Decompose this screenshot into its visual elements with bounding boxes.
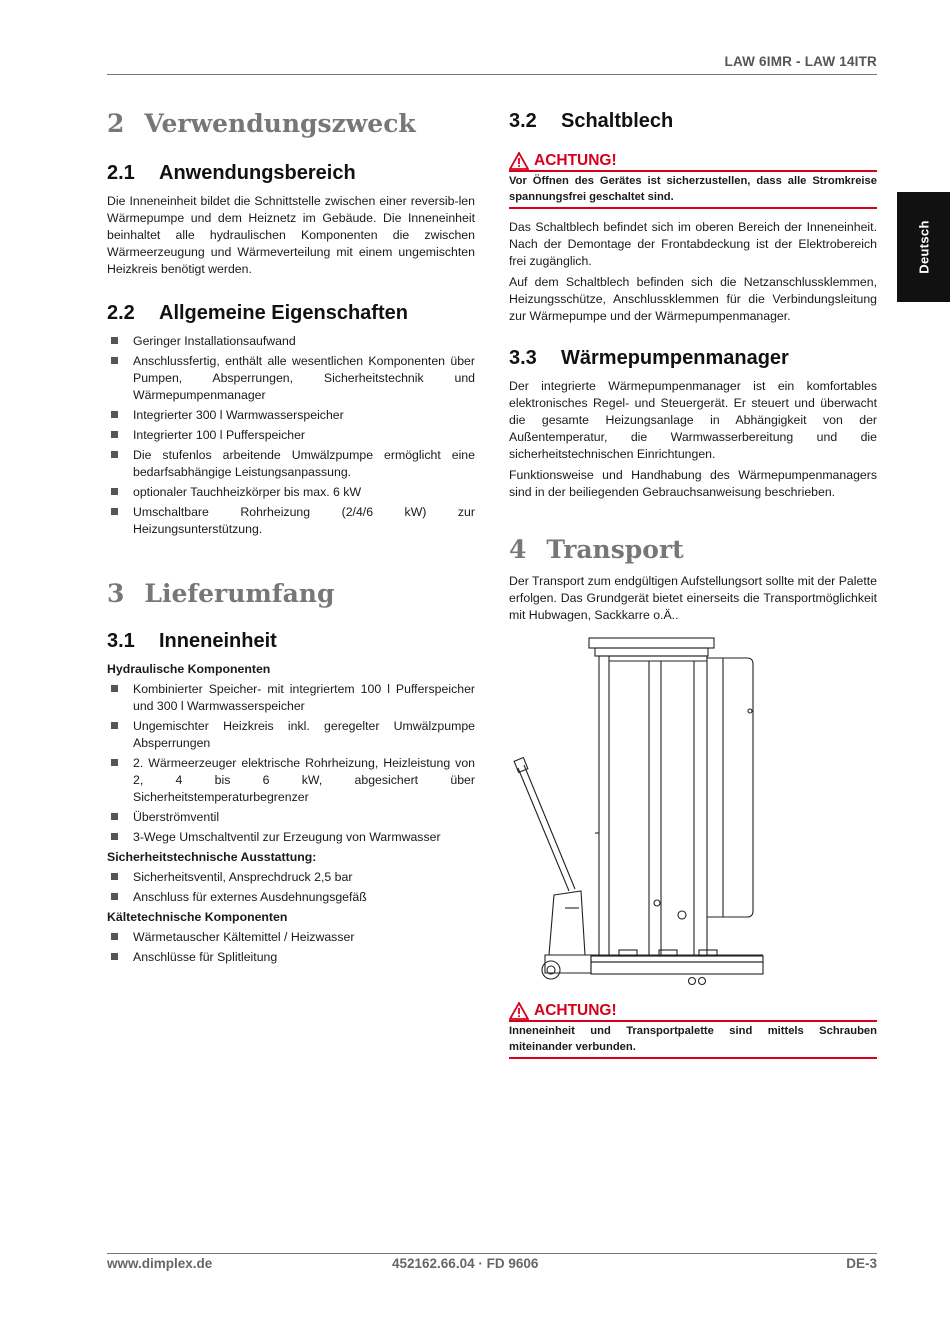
list-item: 2. Wärmeerzeuger elektrische Rohrheizung, Heizleistung von 2, 4 bis 6 kW, abgesichert über Sicherheitstemperaturbegrenzer [107,755,475,806]
transport-illustration [509,633,779,988]
list-item: Kombinierter Speicher- mit integriertem 100 l Pufferspeicher und 300 l Warmwasserspeicher [107,681,475,715]
section-3-2-title: Schaltblech [561,110,674,132]
section-2-2-title: Allgemeine Eigenschaften [159,302,408,324]
section-2-number: 2 [107,109,125,138]
section-3-3-title: Wärmepumpenmanager [561,347,789,369]
section-3-3-text-1: Der integrierte Wärmepumpenmanager ist ein komfortables elektronisches Regel- und Steuergerät. Er steuert und überwacht die gesamte Heizungsanlage in Abhängigkeit von der Außentemperatur, die Warmwasserbereitung und die sicherheitstechnischen Einrichtungen. [509,379,877,461]
header-model: LAW 6IMR - LAW 14ITR [724,54,877,69]
safety-subheading: Sicherheitstechnische Ausstattung: [107,850,317,864]
section-3-2-text-1: Das Schaltblech befindet sich im oberen Bereich der Inneneinheit. Nach der Demontage der Frontabdeckung ist der Elektrobereich frei zugänglich. [509,220,877,268]
section-2-1-title: Anwendungsbereich [159,162,356,184]
warning-box-transport [509,1002,877,1059]
pallet-truck-drawing [509,633,779,988]
list-item: Integrierter 100 l Pufferspeicher [107,427,475,444]
language-tab[interactable] [897,192,950,302]
section-3-3-heading [509,345,877,371]
section-2-1-heading [107,160,475,186]
list-item: optionaler Tauchheizkörper bis max. 6 kW [107,484,475,501]
section-3-heading [107,578,475,610]
safety-list [107,869,475,906]
section-3-2-text-2: Auf dem Schaltblech befinden sich die Netzanschlussklemmen, Heizungsschütze, Anschlussklemmen für die Verbindungsleitung zur Wärmepumpe und der Wärmepumpenmanager. [509,275,877,323]
list-item: Ungemischter Heizkreis inkl. geregelter Umwälzpumpe Absperrungen [107,718,475,752]
list-item: 3-Wege Umschaltventil zur Erzeugung von Warmwasser [107,829,475,846]
list-item: Anschluss für externes Ausdehnungsgefäß [107,889,475,906]
hydraulic-list [107,681,475,846]
section-2-title: Verwendungszweck [144,109,416,138]
cooling-subheading: Kältetechnische Komponenten [107,910,288,924]
section-3-3-number: 3.3 [509,347,537,369]
properties-list [107,333,475,538]
footer-page-number: DE-3 [846,1256,877,1271]
list-item: Integrierter 300 l Warmwasserspeicher [107,407,475,424]
footer-doc-number: 452162.66.04 · FD 9606 [392,1256,539,1271]
section-3-1-number: 3.1 [107,630,135,652]
footer-divider [107,1253,877,1254]
section-3-2-number: 3.2 [509,110,537,132]
list-item: Sicherheitsventil, Ansprechdruck 2,5 bar [107,869,475,886]
section-3-1-title: Inneneinheit [159,630,277,652]
warning-triangle-icon [509,152,529,170]
language-tab-label: Deutsch [916,220,931,274]
section-3-title: Lieferumfang [144,579,335,608]
list-item: Anschlussfertig, enthält alle wesentlichen Komponenten über Pumpen, Absperrungen, Sicherheitstechnik und Wärmepumpenmanager [107,353,475,404]
left-column [107,108,475,969]
right-column [509,108,877,624]
warning-text: Vor Öffnen des Gerätes ist sicherzustellen, dass alle Stromkreise spannungsfrei geschaltet sind. [509,175,877,203]
cooling-list [107,929,475,966]
warning-text: Inneneinheit und Transportpalette sind mittels Schrauben miteinander verbunden. [509,1025,877,1053]
warning-box-switchboard [509,152,877,209]
section-3-2-heading [509,108,877,134]
section-2-2-heading [107,300,475,326]
warning-triangle-icon [509,1002,529,1020]
warning-title: ACHTUNG! [534,1002,617,1019]
list-item: Anschlüsse für Splitleitung [107,949,475,966]
list-item: Überströmventil [107,809,475,826]
section-4-title: Transport [546,535,684,564]
section-4-number: 4 [509,535,527,564]
list-item: Die stufenlos arbeitende Umwälzpumpe ermöglicht eine bedarfsabhängige Leistungsanpassung. [107,447,475,481]
section-4-text: Der Transport zum endgültigen Aufstellungsort sollte mit der Palette erfolgen. Das Grundgerät bietet einerseits die Transportmöglichkeit mit Hubwagen, Sackkarre o.Ä.. [509,574,877,622]
section-2-1-number: 2.1 [107,162,135,184]
section-3-3-text-2: Funktionsweise und Handhabung des Wärmepumpenmanagers sind in der beiliegenden Gebrauchsanweisung beschrieben. [509,468,877,499]
section-2-2-number: 2.2 [107,302,135,324]
footer-website-link[interactable]: www.dimplex.de [107,1256,213,1271]
section-3-1-heading [107,628,475,654]
list-item: Geringer Installationsaufwand [107,333,475,350]
warning-title: ACHTUNG! [534,152,617,169]
list-item: Wärmetauscher Kältemittel / Heizwasser [107,929,475,946]
section-3-number: 3 [107,579,125,608]
section-2-1-text: Die Inneneinheit bildet die Schnittstelle zwischen einer reversib-len Wärmepumpe und dem Heiznetz im Gebäude. Die Inneneinheit beinhaltet alle hydraulischen Komponenten die zwischen Wärmeerzeugung und Wärmeverteilung mit einem ungemischten Heizkreis benötigt werden. [107,194,475,276]
warning-rule-bottom [509,207,877,209]
list-item: Umschaltbare Rohrheizung (2/4/6 kW) zur Heizungsunterstützung. [107,504,475,538]
section-2-heading [107,108,475,140]
hydraulic-subheading: Hydraulische Komponenten [107,662,271,676]
section-4-heading [509,534,877,566]
header-divider [107,74,877,75]
warning-rule-bottom [509,1057,877,1059]
